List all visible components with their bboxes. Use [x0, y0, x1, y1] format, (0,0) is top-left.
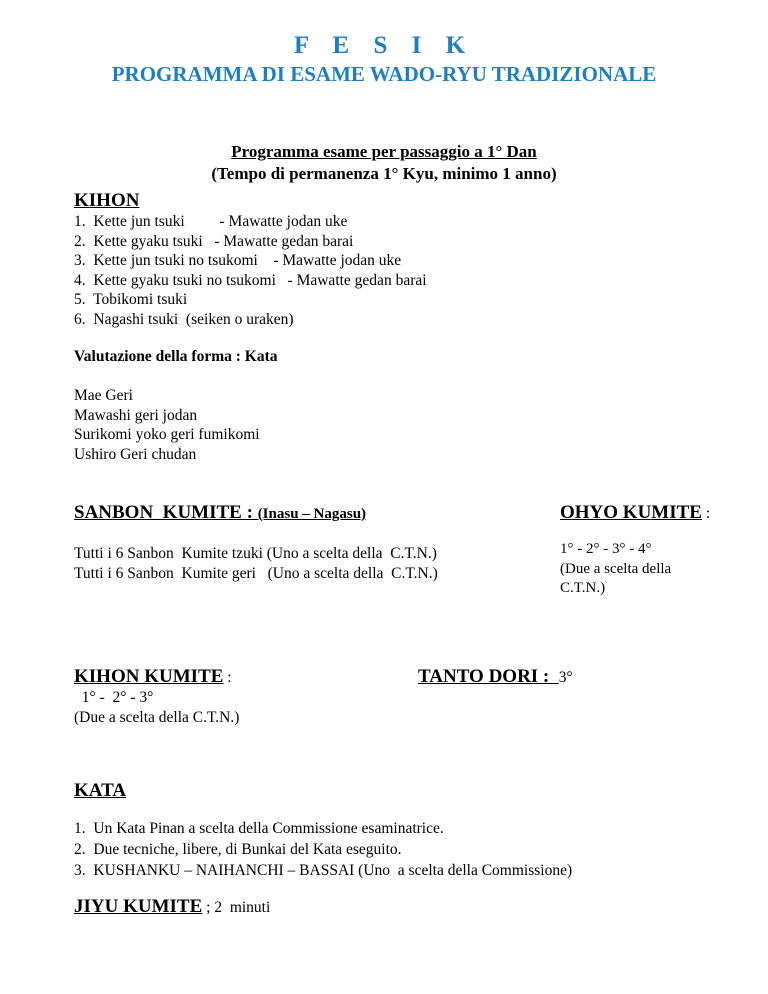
program-title: PROGRAMMA DI ESAME WADO-RYU TRADIZIONALE — [111, 62, 657, 86]
jiyu-value: ; 2 minuti — [202, 899, 271, 916]
list-item: 3. Kette jun tsuki no tsukomi - Mawatte jodan uke — [74, 252, 402, 269]
list-item: 4. Kette gyaku tsuki no tsukomi - Mawatte gedan barai — [74, 271, 427, 289]
kihon-kumite-line: 1° - 2° - 3° — [74, 689, 154, 706]
list-item: 1. Un Kata Pinan a scelta della Commissione esaminatrice. — [74, 820, 444, 837]
jiyu-heading: JIYU KUMITE — [74, 896, 203, 917]
kihon-list — [74, 212, 427, 329]
ohyo-heading-row — [560, 502, 710, 524]
list-item: 2. Due tecniche, libere, di Bunkai del Kata eseguito. — [74, 841, 402, 858]
tanto-heading-row — [418, 666, 573, 688]
list-item: 6. Nagashi tsuki (seiken o uraken) — [74, 310, 294, 328]
kihon-kumite-lines — [74, 688, 239, 727]
ohyo-line: 1° - 2° - 3° - 4° — [560, 541, 652, 557]
sanbon-note: (Inasu – Nagasu) — [257, 506, 367, 522]
kata-list — [74, 818, 572, 881]
kihon-kumite-suffix: : — [223, 669, 232, 686]
ohyo-line: (Due a scelta della — [560, 560, 672, 577]
sanbon-line: Tutti i 6 Sanbon Kumite tzuki (Uno a scelta della C.T.N.) — [74, 545, 437, 562]
kihon-kumite-line: (Due a scelta della C.T.N.) — [74, 708, 240, 726]
ohyo-suffix: : — [701, 505, 711, 522]
list-item: Surikomi yoko geri fumikomi — [74, 426, 260, 443]
jiyu-heading-row — [74, 896, 270, 918]
ohyo-heading: OHYO KUMITE — [560, 502, 702, 523]
tanto-heading: TANTO DORI : — [418, 666, 559, 687]
list-item: 3. KUSHANKU – NAIHANCHI – BASSAI (Uno a scelta della Commissione) — [74, 862, 573, 879]
kihon-kumite-heading-row — [74, 666, 232, 688]
org-title: F E S I K — [293, 32, 475, 59]
list-item: Ushiro Geri chudan — [74, 445, 197, 463]
sanbon-lines — [74, 544, 438, 583]
list-item: Mawashi geri jodan — [74, 406, 198, 424]
kihon-kumite-heading: KIHON KUMITE — [74, 666, 224, 687]
sanbon-heading-row — [74, 502, 366, 524]
kihon-heading: KIHON — [74, 190, 140, 211]
kata-heading: KATA — [74, 780, 127, 801]
list-item: Mae Geri — [74, 387, 133, 404]
sanbon-line: Tutti i 6 Sanbon Kumite geri (Uno a scelta della C.T.N.) — [74, 564, 438, 582]
list-item: 1. Kette jun tsuki - Mawatte jodan uke — [74, 213, 348, 230]
ohyo-lines — [560, 540, 671, 599]
list-item: 5. Tobikomi tsuki — [74, 291, 188, 308]
list-item: 2. Kette gyaku tsuki - Mawatte gedan barai — [74, 232, 354, 250]
sanbon-heading: SANBON KUMITE : — [74, 502, 258, 523]
exam-subtitle: (Tempo di permanenza 1° Kyu, minimo 1 anno) — [211, 164, 557, 183]
forma-heading: Valutazione della forma : Kata — [74, 348, 278, 365]
tanto-value: 3° — [558, 669, 573, 686]
ohyo-line: C.T.N.) — [560, 580, 606, 596]
forma-list — [74, 386, 260, 464]
exam-title: Programma esame per passaggio a 1° Dan — [231, 142, 537, 161]
